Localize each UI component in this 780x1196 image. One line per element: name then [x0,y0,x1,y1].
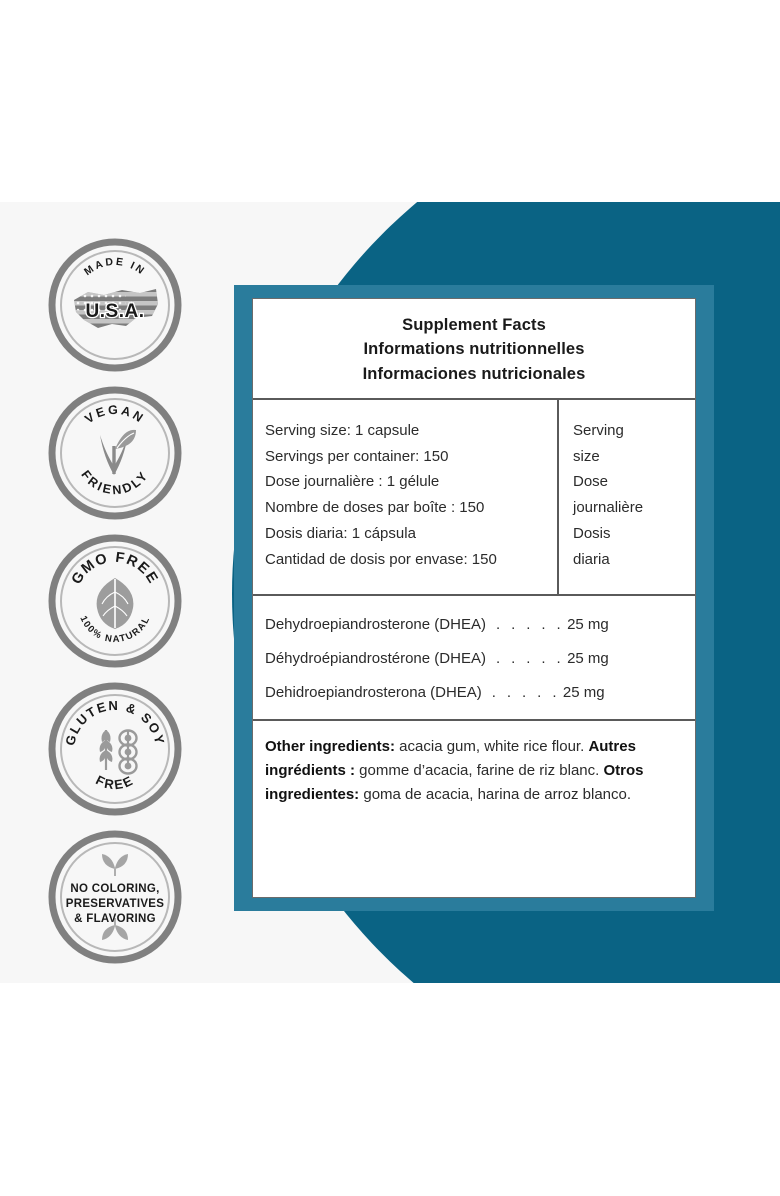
serving-line: Serving size: 1 capsule [265,421,420,439]
other-ingredients-text [265,735,681,808]
badge-center-line-3: & FLAVORING [74,913,156,925]
serving-label-line: size [573,447,600,465]
serving-label-line: Serving [573,421,624,439]
nutrient-amount: 25 mg [567,649,609,667]
svg-text:GLUTEN & SOY [62,698,167,747]
serving-line: Servings per container: 150 [265,447,449,465]
leaf-pair-icon [102,854,128,940]
nutrient-row [265,616,683,633]
heading-line-es: Informaciones nutricionales [362,364,586,383]
serving-label-line: journalière [573,499,644,517]
nutrient-amount: 25 mg [567,615,609,633]
other-ingredients-value-en: acacia gum, white rice flour. [395,737,589,755]
badge-made-in-usa [48,238,182,372]
badge-arc-top: GLUTEN & SOY [62,697,168,748]
other-ingredients-label-es: Otros ingredientes: [265,762,644,804]
serving-info-section [253,398,695,594]
badge-arc-top: MADE IN [82,255,148,279]
nutrient-amount: 25 mg [562,683,605,701]
badge-center-line-2: PRESERVATIVES [65,898,165,910]
badge-arc-bottom: FRIENDLY [78,467,152,498]
badge-center-line-1: NO COLORING, [70,883,160,895]
heading-line-fr: Informations nutritionnelles [363,340,585,359]
heading-line-en: Supplement Facts [402,316,546,334]
other-ingredients-label-en: Other ingredients: [265,737,396,755]
other-ingredients-value-fr: gomme d’acacia, farine de riz blanc. [355,762,604,780]
nutrient-leader-dots: . . . . . [495,615,565,633]
serving-line: Nombre de doses par boîte : 150 [265,499,485,517]
serving-line: Dose journalière : 1 gélule [265,473,440,491]
serving-label-line: Dose [573,473,609,491]
supplement-facts-card [252,298,696,898]
other-ingredients-section [253,719,695,820]
nutrient-row [265,650,683,667]
badge-center-text: U.S.A. [85,301,145,322]
nutrient-leader-dots: . . . . . [495,649,565,667]
badge-gluten-soy-free [48,682,182,816]
leaf-icon [97,578,134,629]
badge-arc-bottom: 100% NATURAL [77,614,153,646]
badge-arc-top: VEGAN [82,402,148,427]
wheat-soy-icon [100,730,137,774]
other-ingredients-value-es: goma de acacia, harina de arroz blanco. [359,786,632,804]
badge-no-coloring-preservatives-flavoring [48,830,182,964]
serving-line: Cantidad de dosis por envase: 150 [265,550,497,568]
badge-vegan-friendly [48,386,182,520]
svg-text:FREE [93,772,136,792]
supplement-facts-heading [253,299,695,398]
serving-info-left-column [253,400,559,594]
nutrient-name: Dehydroepiandrosterone (DHEA) [265,615,486,633]
certification-badge-column [48,238,186,978]
badge-arc-top: GMO FREE [68,549,162,588]
nutrient-name: Déhydroépiandrostérone (DHEA) [265,649,486,667]
serving-line: Dosis diaria: 1 cápsula [265,524,416,542]
vegan-leaf-v-icon [100,430,136,475]
serving-label-line: diaria [573,550,610,568]
badge-gmo-free [48,534,182,668]
serving-label-line: Dosis [573,524,611,542]
nutrient-leader-dots: . . . . . [491,683,560,701]
nutrient-section [253,594,695,719]
other-ingredients-label-fr: Autres ingrédients : [265,737,636,780]
nutrient-row [265,684,683,701]
svg-text:VEGAN [82,403,147,426]
svg-text:MADE IN [82,256,148,278]
serving-info-right-column [559,400,695,594]
badge-arc-bottom: FREE [93,772,137,793]
nutrient-name: Dehidroepiandrosterona (DHEA) [265,683,482,701]
